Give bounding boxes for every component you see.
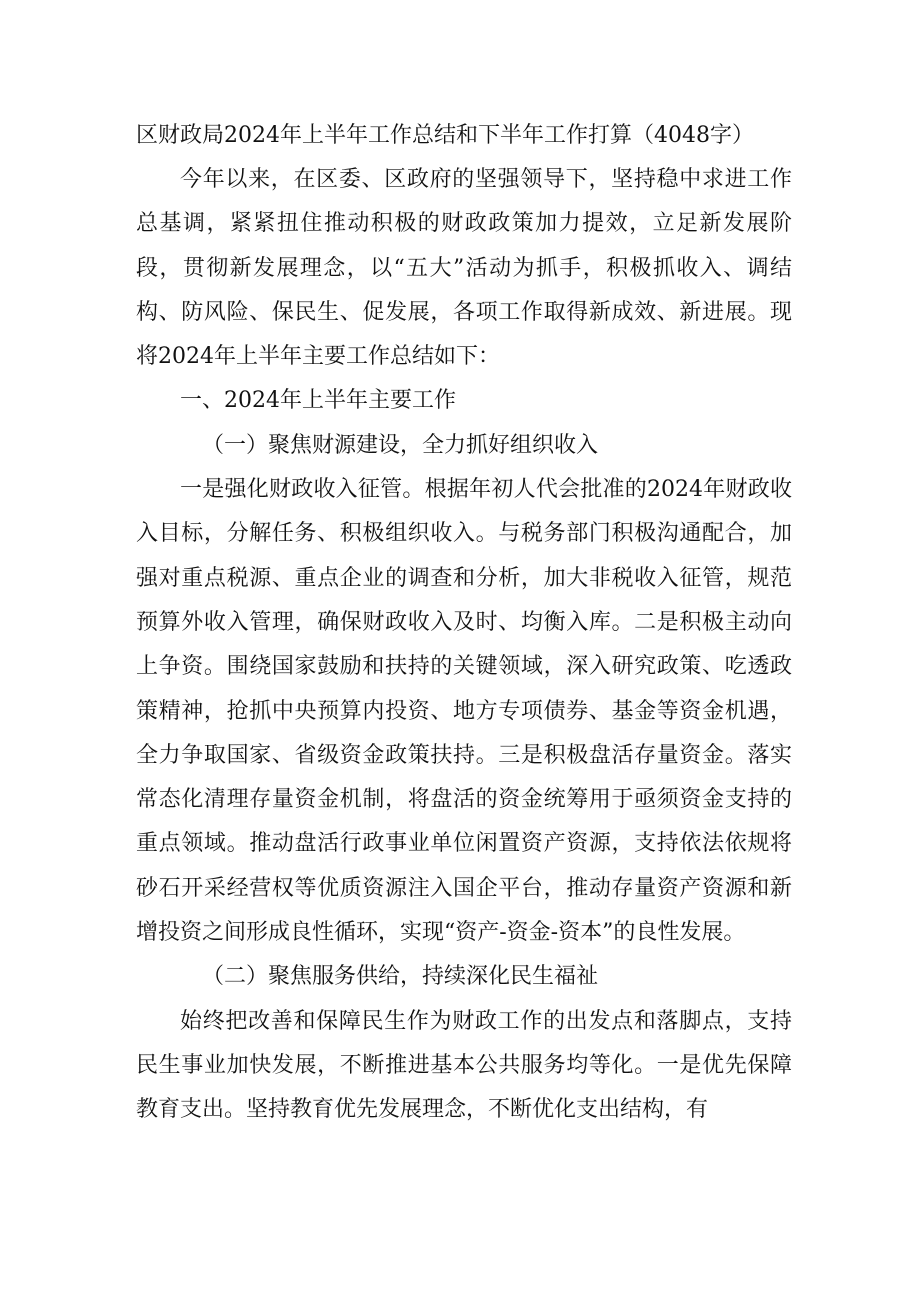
section-heading-1: 一、2024年上半年主要工作 <box>180 388 456 414</box>
document-title: 区财政局2024年上半年工作总结和下半年工作打算（4048字） <box>136 123 754 148</box>
subsection-heading-2: （二）聚焦服务供给，持续深化民生福祉 <box>202 964 599 990</box>
subsection-1-body: 一是强化财政收入征管。根据年初人代会批准的2024年财政收入目标，分解任务、积极组织收入。与税务部门积极沟通配合，加强对重点税源、重点企业的调查和分析，加大非税收入征管，规范预算外收入管理，确保财政收入及时、均衡入库。二是积极主动向上争资。围绕国家鼓励和扶持的关键领域，深入研究政策、吃透政策精神，抢抓中央预算内投资、地方专项债券、基金等资金机遇，全力争取国家、省级资金政策扶持。三是积极盘活存量资金。落实常态化清理存量资金机制，将盘活的资金统筹用于亟须资金支持的重点领域。推动盘活行政事业单位闲置资产资源，支持依法依规将砂石开采经营权等优质资源注入国企平台，推动存量资产资源和新增投资之间形成良性循环，实现“资产-资金-资本”的良性发展。 <box>136 477 792 946</box>
intro-paragraph: 今年以来，在区委、区政府的坚强领导下，坚持稳中求进工作总基调，紧紧扭住推动积极的财政政策加力提效，立足新发展阶段，贯彻新发展理念，以“五大”活动为抓手，积极抓收入、调结构、防风险、保民生、促发展，各项工作取得新成效、新进展。现将2024年上半年主要工作总结如下： <box>136 167 792 370</box>
subsection-heading-1: （一）聚焦财源建设，全力抓好组织收入 <box>202 432 599 458</box>
subsection-2-body: 始终把改善和保障民生作为财政工作的出发点和落脚点，支持民生事业加快发展，不断推进基本公共服务均等化。一是优先保障教育支出。坚持教育优先发展理念，不断优化支出结构，有 <box>136 1008 792 1123</box>
